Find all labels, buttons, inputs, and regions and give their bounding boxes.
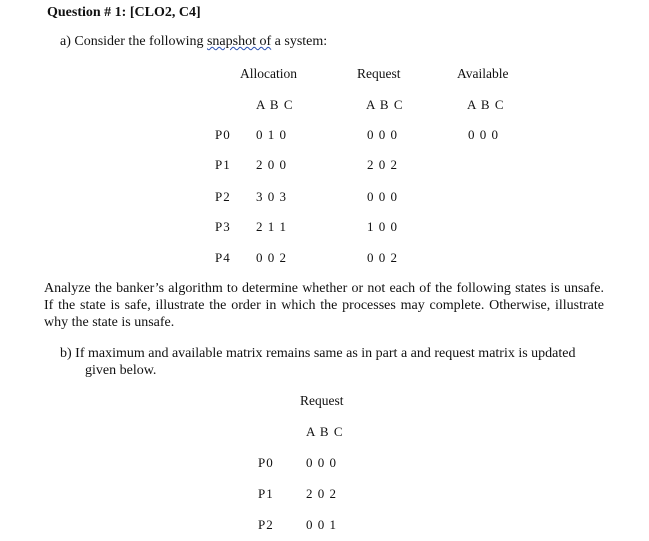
row-p2-request: 0 0 0 bbox=[367, 189, 398, 204]
part-b-prompt bbox=[60, 345, 605, 379]
row-p1-allocation: 2 0 0 bbox=[256, 157, 287, 172]
part-b-subheader: A B C bbox=[306, 424, 344, 439]
row-p0-allocation: 0 1 0 bbox=[256, 127, 287, 142]
row-p0-request: 0 0 0 bbox=[367, 127, 398, 142]
part-a-suffix: a system: bbox=[271, 34, 328, 49]
row-p3-allocation: 2 1 1 bbox=[256, 219, 287, 234]
analysis-paragraph: Analyze the banker’s algorithm to determine whether or not each of the following states is unsafe. If the state is safe, illustrate the order in which the processes may complete. Otherwise, illustrate why the state is unsafe. bbox=[44, 281, 604, 330]
subheader-allocation: A B C bbox=[256, 97, 294, 112]
row-p4-request: 0 0 2 bbox=[367, 250, 398, 265]
row-p1-request: 2 0 2 bbox=[367, 157, 398, 172]
row-p2-process: P2 bbox=[215, 189, 231, 204]
row-p4-process: P4 bbox=[215, 250, 231, 265]
part-a-underlined: snapshot of bbox=[206, 34, 272, 49]
row-p0-process: P0 bbox=[215, 127, 231, 142]
part-b-row-p2-request: 0 0 1 bbox=[306, 517, 337, 532]
header-request: Request bbox=[357, 66, 401, 81]
subheader-request: A B C bbox=[366, 97, 404, 112]
part-b-row-p0-request: 0 0 0 bbox=[306, 455, 337, 470]
part-b-line1: b) If maximum and available matrix remains same as in part a and request matrix is updated bbox=[60, 346, 576, 361]
question-title: Question # 1: [CLO2, C4] bbox=[47, 5, 201, 20]
row-p3-process: P3 bbox=[215, 219, 231, 234]
part-a-prefix: a) Consider the following bbox=[60, 34, 207, 49]
row-p2-allocation: 3 0 3 bbox=[256, 189, 287, 204]
part-b-header-request: Request bbox=[300, 393, 344, 408]
part-b-row-p1-process: P1 bbox=[258, 486, 274, 501]
part-b-row-p1-request: 2 0 2 bbox=[306, 486, 337, 501]
row-p4-allocation: 0 0 2 bbox=[256, 250, 287, 265]
part-b-row-p2-process: P2 bbox=[258, 517, 274, 532]
row-p0-available: 0 0 0 bbox=[468, 127, 499, 142]
part-b-line2: given below. bbox=[85, 363, 157, 378]
row-p3-request: 1 0 0 bbox=[367, 219, 398, 234]
header-available: Available bbox=[457, 66, 509, 81]
part-a-prompt bbox=[60, 34, 327, 50]
subheader-available: A B C bbox=[467, 97, 505, 112]
header-allocation: Allocation bbox=[240, 66, 297, 81]
part-b-row-p0-process: P0 bbox=[258, 455, 274, 470]
row-p1-process: P1 bbox=[215, 157, 231, 172]
